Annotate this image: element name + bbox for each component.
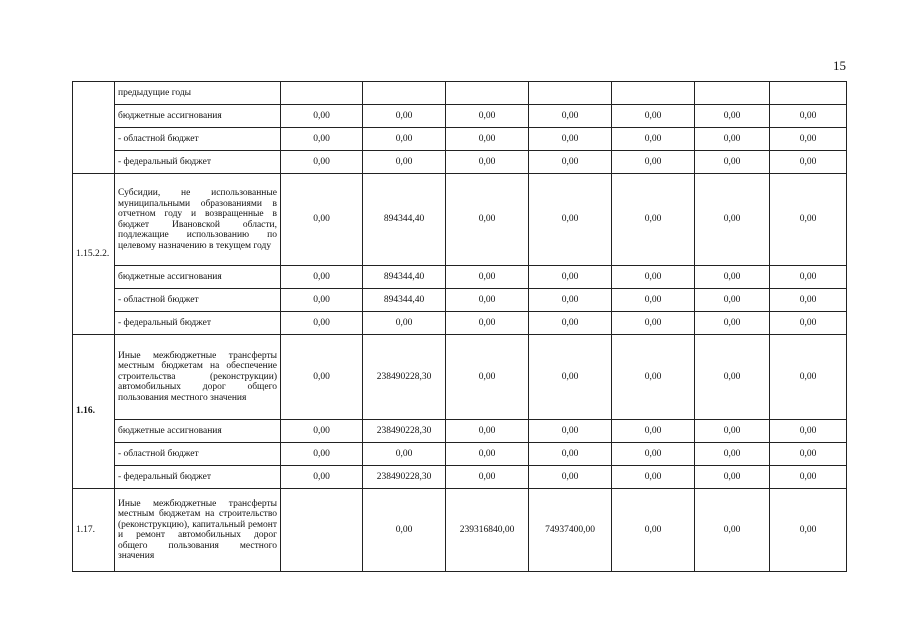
value-cell: 894344,40 xyxy=(363,174,446,266)
value-cell: 0,00 xyxy=(281,289,363,312)
value-cell: 0,00 xyxy=(612,312,695,335)
row-label: предыдущие годы xyxy=(115,82,281,105)
value-cell: 0,00 xyxy=(695,466,770,489)
value-cell: 0,00 xyxy=(770,443,847,466)
value-cell: 0,00 xyxy=(695,266,770,289)
table-row xyxy=(73,489,847,572)
row-label: - областной бюджет xyxy=(115,128,281,151)
table-row xyxy=(73,420,847,443)
row-label: Иные межбюджетные трансферты местным бюджетам на обеспечение строительства (реконструкции) автомобильных дорог общего пользования местного значения xyxy=(115,335,281,420)
value-cell: 0,00 xyxy=(529,335,612,420)
value-cell: 0,00 xyxy=(695,489,770,572)
value-cell: 0,00 xyxy=(612,105,695,128)
value-cell: 0,00 xyxy=(281,335,363,420)
value-cell: 0,00 xyxy=(612,266,695,289)
row-label: бюджетные ассигнования xyxy=(115,420,281,443)
value-cell: 0,00 xyxy=(446,128,529,151)
value-cell: 0,00 xyxy=(529,289,612,312)
row-label: бюджетные ассигнования xyxy=(115,105,281,128)
value-cell: 0,00 xyxy=(770,335,847,420)
page-number: 15 xyxy=(833,58,846,73)
value-cell: 0,00 xyxy=(770,174,847,266)
value-cell: 0,00 xyxy=(363,312,446,335)
value-cell: 0,00 xyxy=(612,489,695,572)
value-cell: 0,00 xyxy=(695,443,770,466)
value-cell: 0,00 xyxy=(770,489,847,572)
row-label: - федеральный бюджет xyxy=(115,151,281,174)
value-cell: 0,00 xyxy=(770,289,847,312)
row-label: - областной бюджет xyxy=(115,289,281,312)
value-cell: 0,00 xyxy=(529,151,612,174)
value-cell: 0,00 xyxy=(281,443,363,466)
row-label: - федеральный бюджет xyxy=(115,312,281,335)
table-row xyxy=(73,443,847,466)
value-cell: 0,00 xyxy=(363,489,446,572)
value-cell: 0,00 xyxy=(612,443,695,466)
table-row xyxy=(73,105,847,128)
value-cell: 0,00 xyxy=(446,151,529,174)
row-label: бюджетные ассигнования xyxy=(115,266,281,289)
value-cell: 0,00 xyxy=(281,174,363,266)
value-cell: 0,00 xyxy=(695,289,770,312)
value-cell: 0,00 xyxy=(770,105,847,128)
value-cell: 0,00 xyxy=(612,289,695,312)
table-row xyxy=(73,335,847,420)
row-label: Субсидии, не использованные муниципальными образованиями в отчетном году и возвращенные в бюджет Ивановской области, подлежащие использованию по целевому назначению в текущем году xyxy=(115,174,281,266)
value-cell: 0,00 xyxy=(770,151,847,174)
value-cell: 0,00 xyxy=(770,466,847,489)
value-cell: 0,00 xyxy=(770,312,847,335)
value-cell: 0,00 xyxy=(529,420,612,443)
value-cell: 238490228,30 xyxy=(363,335,446,420)
value-cell: 0,00 xyxy=(281,105,363,128)
table-row xyxy=(73,312,847,335)
value-cell: 894344,40 xyxy=(363,289,446,312)
value-cell: 0,00 xyxy=(529,466,612,489)
row-label: - областной бюджет xyxy=(115,443,281,466)
budget-table xyxy=(72,81,847,572)
value-cell xyxy=(363,82,446,105)
table-row xyxy=(73,174,847,266)
value-cell xyxy=(281,82,363,105)
value-cell: 0,00 xyxy=(446,335,529,420)
value-cell xyxy=(612,82,695,105)
value-cell: 0,00 xyxy=(695,174,770,266)
value-cell: 894344,40 xyxy=(363,266,446,289)
value-cell: 0,00 xyxy=(363,128,446,151)
value-cell: 0,00 xyxy=(281,420,363,443)
value-cell: 0,00 xyxy=(695,420,770,443)
code-cell: 1.15.2.2. xyxy=(73,174,115,335)
value-cell xyxy=(281,489,363,572)
value-cell: 0,00 xyxy=(695,151,770,174)
value-cell: 0,00 xyxy=(446,420,529,443)
table-row xyxy=(73,466,847,489)
value-cell: 0,00 xyxy=(446,312,529,335)
row-label: - федеральный бюджет xyxy=(115,466,281,489)
code-cell xyxy=(73,82,115,174)
code-cell: 1.17. xyxy=(73,489,115,572)
value-cell: 0,00 xyxy=(770,128,847,151)
value-cell: 0,00 xyxy=(446,174,529,266)
value-cell: 238490228,30 xyxy=(363,466,446,489)
value-cell: 239316840,00 xyxy=(446,489,529,572)
value-cell: 0,00 xyxy=(446,443,529,466)
value-cell: 0,00 xyxy=(281,266,363,289)
value-cell: 0,00 xyxy=(612,466,695,489)
table-row xyxy=(73,151,847,174)
value-cell: 0,00 xyxy=(446,289,529,312)
value-cell: 0,00 xyxy=(770,266,847,289)
code-cell: 1.16. xyxy=(73,335,115,489)
value-cell: 0,00 xyxy=(446,466,529,489)
value-cell: 0,00 xyxy=(363,105,446,128)
value-cell: 0,00 xyxy=(281,151,363,174)
table-row xyxy=(73,289,847,312)
table-row xyxy=(73,128,847,151)
table-row xyxy=(73,266,847,289)
value-cell: 0,00 xyxy=(363,151,446,174)
value-cell: 0,00 xyxy=(770,420,847,443)
value-cell: 0,00 xyxy=(612,420,695,443)
value-cell: 0,00 xyxy=(281,466,363,489)
value-cell: 74937400,00 xyxy=(529,489,612,572)
value-cell: 0,00 xyxy=(695,128,770,151)
value-cell: 0,00 xyxy=(363,443,446,466)
value-cell xyxy=(446,82,529,105)
value-cell: 0,00 xyxy=(529,266,612,289)
value-cell: 0,00 xyxy=(529,128,612,151)
value-cell: 0,00 xyxy=(281,128,363,151)
value-cell: 0,00 xyxy=(612,128,695,151)
value-cell: 0,00 xyxy=(529,174,612,266)
value-cell: 0,00 xyxy=(529,443,612,466)
value-cell: 0,00 xyxy=(612,174,695,266)
value-cell xyxy=(529,82,612,105)
value-cell: 0,00 xyxy=(695,312,770,335)
value-cell: 0,00 xyxy=(529,105,612,128)
value-cell: 238490228,30 xyxy=(363,420,446,443)
value-cell xyxy=(770,82,847,105)
value-cell: 0,00 xyxy=(446,266,529,289)
table-row xyxy=(73,82,847,105)
value-cell: 0,00 xyxy=(529,312,612,335)
value-cell: 0,00 xyxy=(612,151,695,174)
value-cell: 0,00 xyxy=(281,312,363,335)
value-cell: 0,00 xyxy=(695,105,770,128)
value-cell: 0,00 xyxy=(446,105,529,128)
value-cell: 0,00 xyxy=(612,335,695,420)
row-label: Иные межбюджетные трансферты местным бюджетам на строительство (реконструкцию), капитальный ремонт и ремонт автомобильных дорог общего пользования местного значения xyxy=(115,489,281,572)
value-cell: 0,00 xyxy=(695,335,770,420)
value-cell xyxy=(695,82,770,105)
